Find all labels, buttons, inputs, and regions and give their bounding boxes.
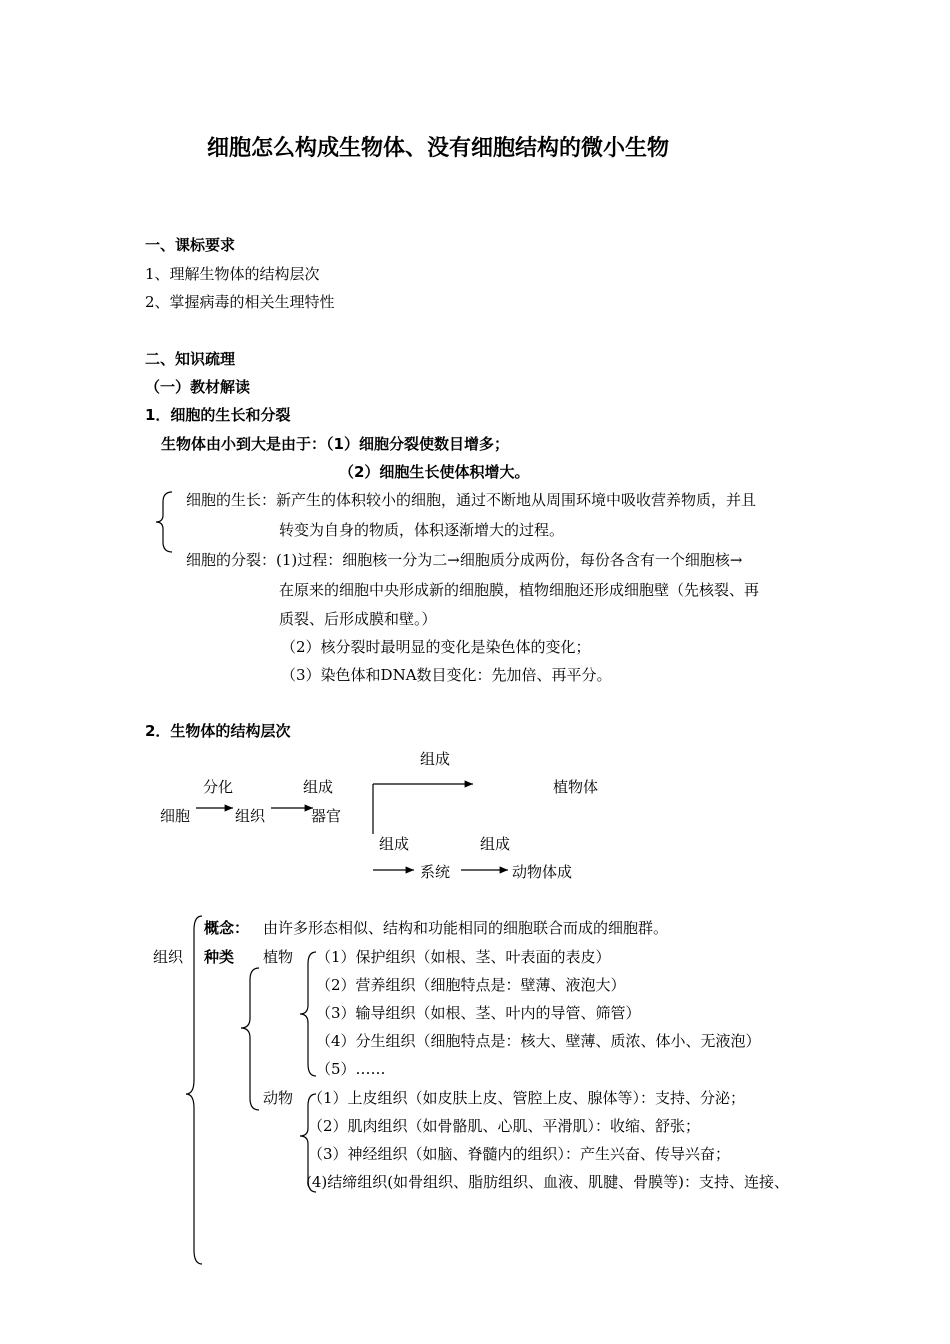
plant-tissue-item-3: （3）输导组织（如根、茎、叶内的导管、筛管） — [316, 1004, 641, 1022]
tissue-label: 组织 — [153, 948, 184, 966]
section-heading-requirements: 一、课标要求 — [145, 236, 236, 254]
plant-tissue-label: 植物 — [263, 948, 294, 966]
plant-tissue-item-2: （2）营养组织（细胞特点是：壁薄、液泡大） — [316, 976, 626, 994]
cell-growth-line1: 细胞的生长：新产生的体积较小的细胞，通过不断地从周围环境中吸收营养物质，并且 — [186, 491, 757, 509]
types-label: 种类 — [204, 948, 235, 966]
brace-tissue — [186, 916, 202, 1264]
flow-compose-low1: 组成 — [379, 835, 410, 853]
animal-tissue-item-3: （3）神经组织（如脑、脊髓内的组织）：产生兴奋、传导兴奋； — [308, 1145, 731, 1163]
flow-cell: 细胞 — [160, 807, 191, 825]
brace-plant-items — [300, 952, 316, 1076]
plant-tissue-item-4: （4）分生组织（细胞特点是：核大、壁薄、质浓、体小、无液泡） — [316, 1032, 761, 1050]
concept-label: 概念： — [204, 919, 250, 937]
growth-reason-line2: （2）细胞生长使体积增大。 — [339, 463, 530, 481]
brace-animal-items — [300, 1094, 316, 1192]
brace-types — [241, 968, 259, 1110]
cell-division-line1: 细胞的分裂：(1)过程：细胞核一分为二→细胞质分成两份，每份各含有一个细胞核→ — [186, 551, 743, 569]
sub-heading-textbook: （一）教材解读 — [145, 378, 251, 396]
flow-animal: 动物体成 — [512, 863, 573, 881]
flow-compose-low2: 组成 — [480, 835, 511, 853]
cell-growth-line2: 转变为自身的物质，体积逐渐增大的过程。 — [279, 521, 565, 539]
cell-division-line2: 在原来的细胞中央形成新的细胞膜，植物细胞还形成细胞壁（先核裂、再 — [279, 581, 760, 599]
flow-system: 系统 — [420, 863, 451, 881]
cell-division-line3: 质裂、后形成膜和壁。） — [279, 610, 437, 628]
flow-compose-top: 组成 — [420, 750, 451, 768]
plant-tissue-item-5: （5）…… — [316, 1060, 386, 1078]
concept-text: 由许多形态相似、结构和功能相同的细胞联合而成的细胞群。 — [263, 919, 669, 937]
page-title: 细胞怎么构成生物体、没有细胞结构的微小生物 — [207, 136, 670, 161]
plant-tissue-item-1: （1）保护组织（如根、茎、叶表面的表皮） — [316, 948, 611, 966]
cell-division-line4: （2）核分裂时最明显的变化是染色体的变化； — [281, 638, 591, 656]
section-heading-knowledge: 二、知识疏理 — [145, 350, 236, 368]
flow-organ: 器官 — [311, 807, 342, 825]
animal-tissue-label: 动物 — [263, 1089, 294, 1107]
requirement-item-2: 2、掌握病毒的相关生理特性 — [145, 293, 335, 311]
flow-differentiate: 分化 — [203, 778, 234, 796]
growth-reason-line1: 生物体由小到大是由于：（1）细胞分裂使数目增多； — [161, 435, 509, 453]
animal-tissue-item-2: （2）肌肉组织（如骨骼肌、心肌、平滑肌）：收缩、舒张； — [308, 1117, 701, 1135]
flow-tissue: 组织 — [235, 807, 266, 825]
animal-tissue-item-1: （1）上皮组织（如皮肤上皮、管腔上皮、腺体等）：支持、分泌； — [308, 1089, 746, 1107]
animal-tissue-item-4: (4)结缔组织(如骨组织、脂肪组织、血液、肌腱、骨膜等)：支持、连接、 — [306, 1173, 789, 1191]
point2-heading: 2．生物体的结构层次 — [145, 722, 291, 740]
cell-division-line5: （3）染色体和DNA数目变化：先加倍、再平分。 — [281, 666, 612, 684]
requirement-item-1: 1、理解生物体的结构层次 — [145, 265, 320, 283]
flow-plant: 植物体 — [553, 778, 599, 796]
flow-compose1: 组成 — [303, 778, 334, 796]
point1-heading: 1．细胞的生长和分裂 — [145, 406, 291, 424]
brace-cell-growth-division — [156, 492, 172, 552]
